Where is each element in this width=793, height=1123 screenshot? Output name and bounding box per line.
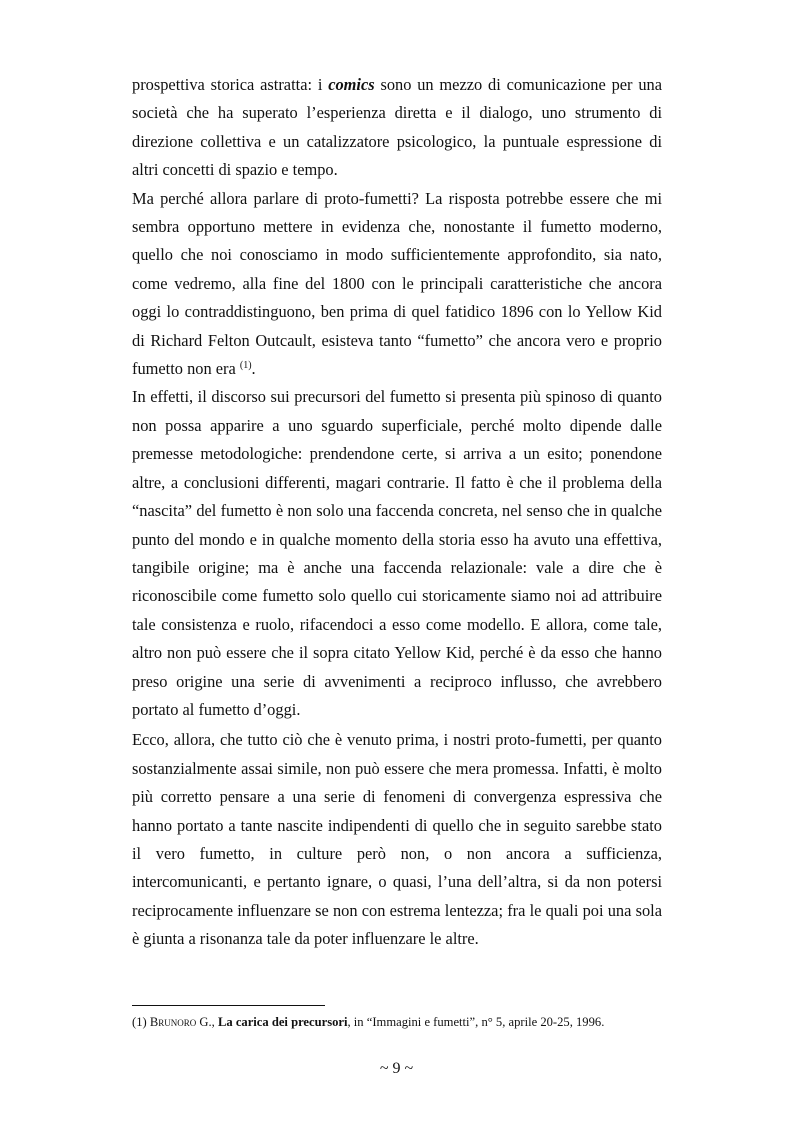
paragraph-4 <box>132 726 662 953</box>
paragraph-4-text: Ecco, allora, che tutto ciò che è venuto prima, i nostri proto-fumetti, per quanto sostanzialmente assai simile, non può essere che mera promessa. Infatti, è molto più corretto pensare a una serie di fenomeni di convergenza espressiva che hanno portato a tante nascite indipendenti di quello che in seguito sarebbe stato il vero fumetto, in culture però non, o non ancora a sufficienza, intercomunicanti, e pertanto ignare, o quasi, l’una dell’altra, si da non potersi reciprocamente influenzare se non con estrema lentezza; fra le quali poi una sola è giunta a risonanza tale da poter influenzare le altre. <box>132 730 662 949</box>
footnote-number: (1) <box>132 1015 147 1029</box>
footnote-author-surname: Brunoro <box>149 1015 197 1029</box>
paragraph-1 <box>132 71 662 185</box>
footnote-title: La carica dei precursori <box>217 1015 348 1029</box>
paragraph-2-text: Ma perché allora parlare di proto-fumetti? La risposta potrebbe essere che mi sembra opportuno mettere in evidenza che, nonostante il fumetto moderno, quello che noi conosciamo in modo sufficientemente approfondito, sia nato, come vedremo, alla fine del 1800 con le principali caratteristiche che ancora oggi lo contraddistinguono, ben prima di quel fatidico 1896 con lo Yellow Kid di Richard Felton Outcault, esisteva tanto “fumetto” che ancora vero e proprio fumetto non era <box>132 188 662 379</box>
page-number: ~ 9 ~ <box>379 1060 414 1077</box>
footnote <box>132 1014 692 1030</box>
footnote-reference[interactable]: (1) <box>239 360 252 372</box>
paragraph-3-text: In effetti, il discorso sui precursori del fumetto si presenta più spinoso di quanto non possa apparire a uno sguardo superficiale, perché molto dipende dalle premesse metodologiche: prendendone certe, si arriva a un esito; ponendone altre, a conclusioni differenti, magari contrarie. Il fatto è che il problema della “nascita” del fumetto è non solo una faccenda concreta, nel senso che in qualche punto del mondo e in qualche momento della storia esso ha avuto una effettiva, tangibile origine; ma è anche una faccenda relazionale: vale a dire che è riconoscibile come fumetto solo quello cui storicamente siamo noi ad attribuire tale consistenza e ruolo, rifacendoci a esso come modello. E allora, come tale, altro non può essere che il sopra citato Yellow Kid, perché è da esso che hanno preso origine una serie di avvenimenti a reciproco influsso, che avrebbero portato al fumetto d’oggi. <box>132 387 662 719</box>
footnote-separator <box>132 1005 325 1006</box>
paragraph-2-end: . <box>251 359 256 379</box>
paragraph-3 <box>132 383 662 724</box>
footnote-author-initial: G., <box>199 1015 215 1029</box>
paragraph-1-text-end: sono un mezzo di comunicazione per una società che ha superato l’esperienza diretta e il dialogo, uno strumento di direzione collettiva e un catalizzatore psicologico, la puntuale espressione di altri concetti di spazio e tempo. <box>132 75 662 180</box>
paragraph-2 <box>132 185 662 384</box>
paragraph-1-text-start: prospettiva storica astratta: i <box>132 75 329 94</box>
footnote-details: , in “Immagini e fumetti”, n° 5, aprile 20-25, 1996. <box>347 1015 605 1029</box>
term-comics: comics <box>328 75 375 94</box>
page-body <box>132 71 662 954</box>
